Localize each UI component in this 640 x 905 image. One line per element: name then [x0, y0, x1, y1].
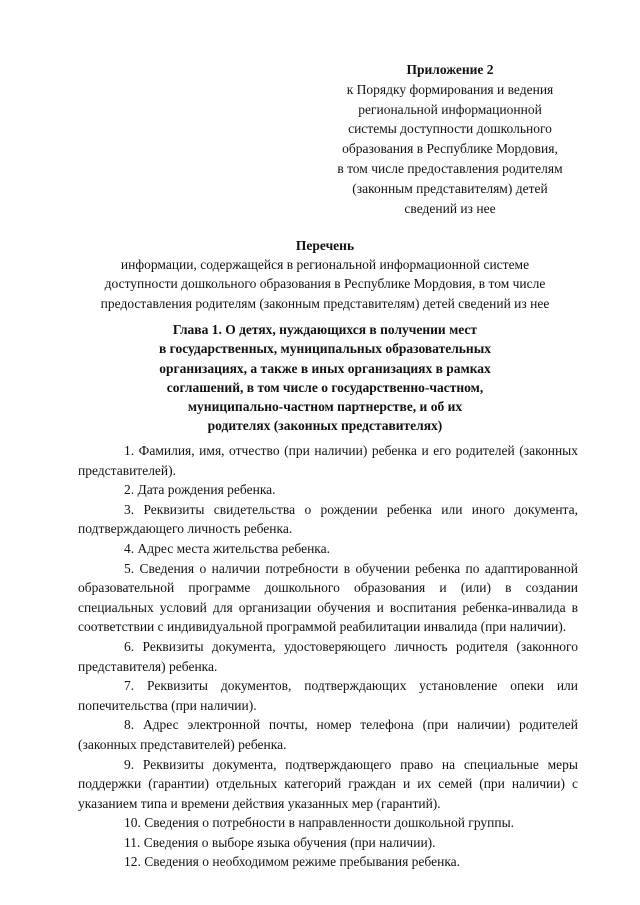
items-list	[78, 441, 578, 872]
list-title: Перечень	[295, 238, 355, 253]
list-item: 3. Реквизиты свидетельства о рождении ребенка или иного документа, подтверждающего личность ребенка.	[78, 501, 578, 537]
list-item: 9. Реквизиты документа, подтверждающего право на специальные меры поддержки (гарантии) отдельных категорий граждан и их семей (при наличии) с указанием типа и времени действия указанных мер (гарантий).	[78, 756, 578, 811]
list-item: 6. Реквизиты документа, удостоверяющего личность родителя (законного представителя) ребенка.	[78, 638, 578, 674]
appendix-line: региональной информационной	[358, 101, 542, 117]
chapter-line: родителях (законных представителях)	[207, 418, 443, 434]
appendix-line: к Порядку формирования и ведения	[346, 81, 554, 97]
list-item: 1. Фамилия, имя, отчество (при наличии) ребенка и его родителей (законных представителей).	[78, 443, 578, 478]
chapter-line: в государственных, муниципальных образовательных	[159, 341, 491, 357]
chapter-line: организациях, а также в иных организациях в рамках	[159, 360, 491, 376]
list-subtitle-line: предоставления родителям (законным представителям) детей сведений из нее	[100, 295, 550, 311]
list-item: 8. Адрес электронной почты, номер телефона (при наличии) родителей (законных представителей) ребенка.	[78, 717, 578, 752]
chapter-heading	[120, 320, 530, 436]
appendix-line: в том числе предоставления родителям	[337, 160, 563, 176]
list-item: 10. Сведения о потребности в направленности дошкольной группы.	[124, 815, 515, 831]
appendix-line: образования в Республике Мордовия,	[342, 141, 558, 157]
list-item: 5. Сведения о наличии потребности в обучении ребенка по адаптированной образовательной программе дошкольного образования и (или) в создании специальных условий для организации обучения и воспитания ребенка-инвалида в соответствии с индивидуальной программой реабилитации инвалида (при наличии).	[78, 560, 578, 635]
chapter-line: муниципально-частном партнерстве, и об их	[187, 399, 463, 415]
appendix-header	[300, 60, 600, 218]
appendix-line: сведений из нее	[404, 200, 496, 216]
list-subtitle-line: доступности дошкольного образования в Республике Мордовия, в том числе	[104, 276, 546, 292]
list-item: 7. Реквизиты документов, подтверждающих установление опеки или попечительства (при наличии).	[78, 678, 578, 713]
chapter-line: Глава 1. О детях, нуждающихся в получении мест	[172, 322, 478, 337]
appendix-title: Приложение 2	[406, 62, 494, 77]
list-heading	[70, 236, 580, 313]
appendix-line: системы доступности дошкольного	[348, 121, 552, 137]
list-subtitle-line: информации, содержащейся в региональной информационной системе	[120, 257, 530, 273]
list-item: 2. Дата рождения ребенка.	[124, 482, 276, 498]
list-item: 12. Сведения о необходимом режиме пребывания ребенка.	[124, 854, 461, 870]
list-item: 4. Адрес места жительства ребенка.	[124, 540, 331, 556]
chapter-line: соглашений, в том числе о государственно-частном,	[166, 379, 484, 395]
appendix-line: (законным представителям) детей	[352, 180, 548, 196]
list-item: 11. Сведения о выборе языка обучения (при наличии).	[124, 834, 436, 850]
